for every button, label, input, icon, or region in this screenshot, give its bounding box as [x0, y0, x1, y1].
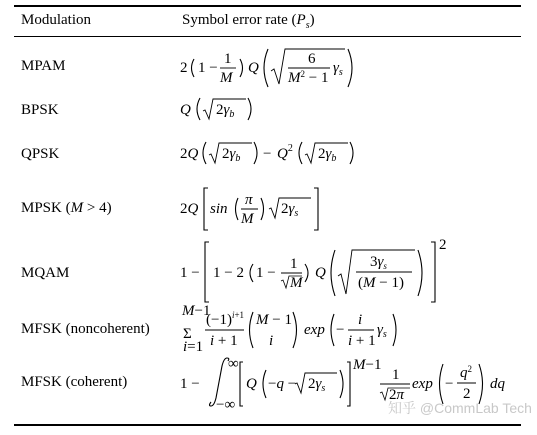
svg-text:−: − — [336, 322, 345, 338]
table-top-rule — [14, 5, 521, 7]
svg-text:i + 1: i + 1 — [210, 333, 238, 349]
svg-text:γs: $\gamma_s$ — [333, 60, 343, 78]
svg-text:M: M — [290, 275, 303, 291]
svg-text:M − 1: M − 1 — [256, 312, 292, 328]
svg-text:1 −: 1 − — [256, 265, 276, 281]
svg-text:2π: 2π — [389, 387, 405, 403]
row-name-mfsk-coherent: MFSK (coherent) — [21, 374, 128, 390]
svg-text:i=1: i=1 — [183, 339, 204, 355]
svg-text:sin: sin — [210, 201, 228, 217]
svg-text:i: i — [358, 312, 363, 328]
svg-text:Q: Q — [180, 102, 191, 118]
svg-text:2γs: $2\gamma_s$ — [308, 376, 326, 394]
svg-text:exp: exp — [412, 376, 433, 392]
svg-text:1 −: 1 − — [198, 60, 218, 76]
svg-text:q2: $q^2$ — [460, 364, 472, 381]
svg-text:2: 2 — [180, 60, 188, 76]
formula-qpsk — [180, 138, 360, 168]
svg-text:2γb: $2\gamma_b$ — [318, 146, 337, 164]
svg-text:−q −: −q − — [268, 376, 297, 392]
svg-text:3γs: $3\gamma_s$ — [370, 254, 387, 271]
svg-text:M2 − 1: $M^2 - 1$ — [288, 69, 329, 86]
svg-text:∞: ∞ — [228, 356, 239, 372]
svg-text:2: 2 — [463, 386, 471, 402]
svg-text:2γb: $2\gamma_b$ — [222, 146, 241, 164]
svg-text:M−1: M−1 — [182, 303, 211, 319]
svg-text:6: 6 — [308, 51, 316, 67]
row-name-bpsk: BPSK — [21, 102, 59, 118]
svg-text:M: M — [220, 70, 233, 86]
svg-text:Q: Q — [246, 376, 257, 392]
svg-text:exp: exp — [304, 322, 325, 338]
svg-text:i: i — [269, 333, 274, 349]
row-name-mfsk-noncoherent: MFSK (noncoherent) — [21, 321, 150, 337]
svg-text:1: 1 — [392, 367, 400, 383]
svg-text:Q: Q — [248, 60, 259, 76]
svg-text:Σ: Σ — [183, 326, 192, 342]
svg-text:2Q: 2Q — [180, 201, 199, 217]
svg-text:i + 1: i + 1 — [348, 333, 376, 349]
formula-mqam — [180, 236, 480, 308]
row-name-mqam: MQAM — [21, 265, 70, 281]
svg-text:1 −: 1 − — [180, 265, 200, 281]
svg-text:−: − — [263, 146, 272, 162]
svg-text:γs: $\gamma_s$ — [377, 322, 387, 340]
svg-text:2γb: $2\gamma_b$ — [216, 102, 235, 120]
svg-text:Q2: $Q^2$ — [277, 143, 293, 162]
table-bottom-rule — [14, 424, 521, 426]
svg-text:Q: Q — [315, 265, 326, 281]
header-rule — [14, 36, 521, 37]
svg-text:−∞: −∞ — [216, 397, 236, 413]
svg-text:1: 1 — [290, 256, 298, 272]
svg-text:(−1)i+1: $(-1)^i+1$ — [206, 310, 245, 328]
svg-text:dq: dq — [490, 376, 505, 392]
svg-text:π: π — [245, 192, 253, 208]
formula-mpam — [180, 43, 380, 93]
svg-text:2γs: $2\gamma_s$ — [281, 201, 299, 219]
svg-text:1: 1 — [224, 51, 232, 67]
svg-text:1 −: 1 − — [180, 376, 200, 392]
svg-text:2: 2 — [439, 237, 447, 253]
watermark: 知乎 @CommLab Tech — [388, 400, 532, 416]
formula-mfsk-noncoherent — [180, 304, 460, 356]
row-name-qpsk: QPSK — [21, 146, 60, 162]
formula-mpsk — [180, 184, 330, 234]
formula-bpsk — [180, 94, 290, 124]
svg-text:1 − 2: 1 − 2 — [213, 265, 244, 281]
svg-text:M: M — [241, 211, 254, 227]
row-name-mpsk: MPSK (M > 4) — [21, 200, 112, 216]
svg-text:M−1: M−1 — [353, 357, 382, 373]
header-symbol-error-rate: Symbol error rate $(P_s)$ — [182, 12, 315, 31]
row-name-mpam: MPAM — [21, 58, 66, 74]
header-modulation: Modulation — [21, 12, 91, 28]
svg-text:(M − 1): (M − 1) — [358, 275, 404, 291]
svg-text:2Q: 2Q — [180, 146, 199, 162]
svg-text:−: − — [445, 376, 454, 392]
